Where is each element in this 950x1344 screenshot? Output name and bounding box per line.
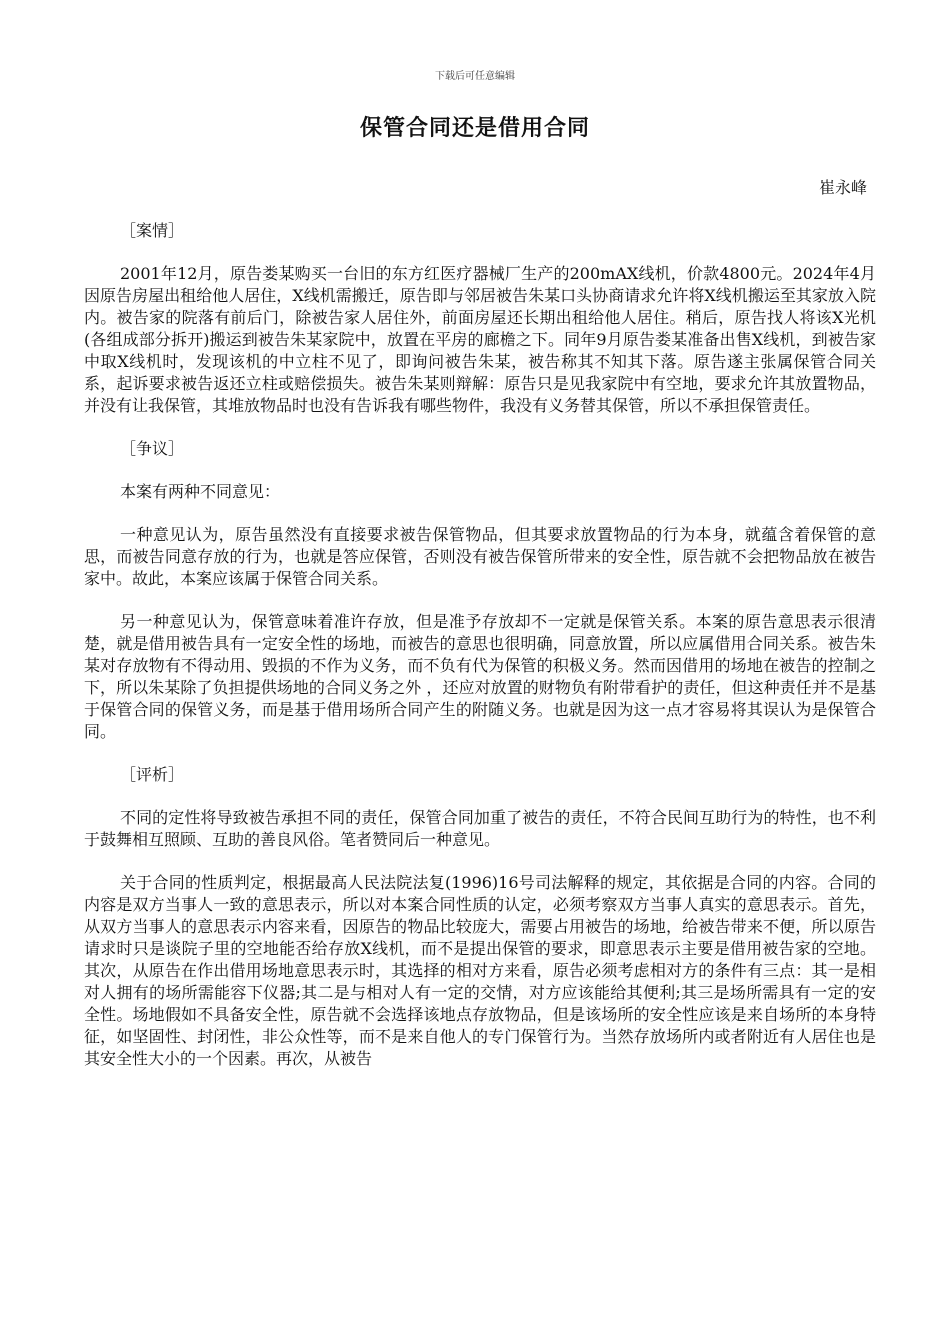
opinion-two-paragraph: 另一种意见认为，保管意味着准许存放，但是准予存放却不一定就是保管关系。本案的原告意思表示很清楚，就是借用被告具有一定安全性的场地，而被告的意思也很明确，同意放置，所以应属借用合同关系。被告朱某对存放物有不得动用、毁损的不作为义务，而不负有代为保管的积极义务。然而因借用的场地在被告的控制之下，所以朱某除了负担提供场地的合同义务之外 ，还应对放置的财物负有附带看护的责任，但这种责任并不是基于保管合同的保管义务，而是基于借用场所合同产生的附随义务。也就是因为这一点才容易将其误认为是保管合同。 xyxy=(84,612,876,741)
dispute-intro: 本案有两种不同意见： xyxy=(120,482,281,501)
document-body xyxy=(84,220,876,1091)
analysis-heading: ［评析］ xyxy=(120,765,185,784)
header-note: 下载后可任意编辑 xyxy=(435,71,515,82)
opinion-one-paragraph: 一种意见认为，原告虽然没有直接要求被告保管物品，但其要求放置物品的行为本身，就蕴含着保管的意思，而被告同意存放的行为，也就是答应保管，否则没有被告保管所带来的安全性，原告就不会把物品放在被告家中。故此，本案应该属于保管合同关系。 xyxy=(84,525,876,588)
case-heading: ［案情］ xyxy=(120,221,185,240)
author-name: 崔永峰 xyxy=(818,178,867,197)
document-title: 保管合同还是借用合同 xyxy=(359,116,590,141)
case-paragraph: 2001年12月，原告娄某购买一台旧的东方红医疗器械厂生产的200mAX线机，价款4800元。2024年4月因原告房屋出租给他人居住，X线机需搬迁，原告即与邻居被告朱某口头协商请求允许将X线机搬运至其家放入院内。被告家的院落有前后门，除被告家人居住外，前面房屋还长期出租给他人居住。稍后，原告找人将该X光机(各组成部分拆开)搬运到被告朱某家院中，放置在平房的廊檐之下。同年9月原告娄某准备出售X线机，到被告家中取X线机时，发现该机的中立柱不见了，即询问被告朱某，被告称其不知其下落。原告遂主张属保管合同关系，起诉要求被告返还立柱或赔偿损失。被告朱某则辩解：原告只是见我家院中有空地，要求允许其放置物品，并没有让我保管，其堆放物品时也没有告诉我有哪些物件，我没有义务替其保管，所以不承担保管责任。 xyxy=(84,264,876,415)
analysis-paragraph-2: 关于合同的性质判定，根据最高人民法院法复(1996)16号司法解释的规定，其依据是合同的内容。合同的内容是双方当事人一致的意思表示，所以对本案合同性质的认定，必须考察双方当事人真实的意思表示。首先，从双方当事人的意思表示内容来看，因原告的物品比较庞大，需要占用被告的场地，给被告带来不便，所以原告请求时只是谈院子里的空地能否给存放X线机，而不是提出保管的要求，即意思表示主要是借用被告家的空地。其次，从原告在作出借用场地意思表示时，其选择的相对方来看，原告必须考虑相对方的条件有三点：其一是相对人拥有的场所需能容下仪器;其二是与相对人有一定的交情，对方应该能给其便利;其三是场所需具有一定的安全性。场地假如不具备安全性，原告就不会选择该地点存放物品，但是该场所的安全性应该是来自场所的本身特征，如坚固性、封闭性，非公众性等，而不是来自他人的专门保管行为。当然存放场所内或者附近有人居住也是其安全性大小的一个因素。再次，从被告 xyxy=(84,873,876,1068)
dispute-heading: ［争议］ xyxy=(120,439,185,458)
analysis-paragraph-1: 不同的定性将导致被告承担不同的责任，保管合同加重了被告的责任，不符合民间互助行为的特性，也不利于鼓舞相互照顾、互助的善良风俗。笔者赞同后一种意见。 xyxy=(84,808,876,849)
